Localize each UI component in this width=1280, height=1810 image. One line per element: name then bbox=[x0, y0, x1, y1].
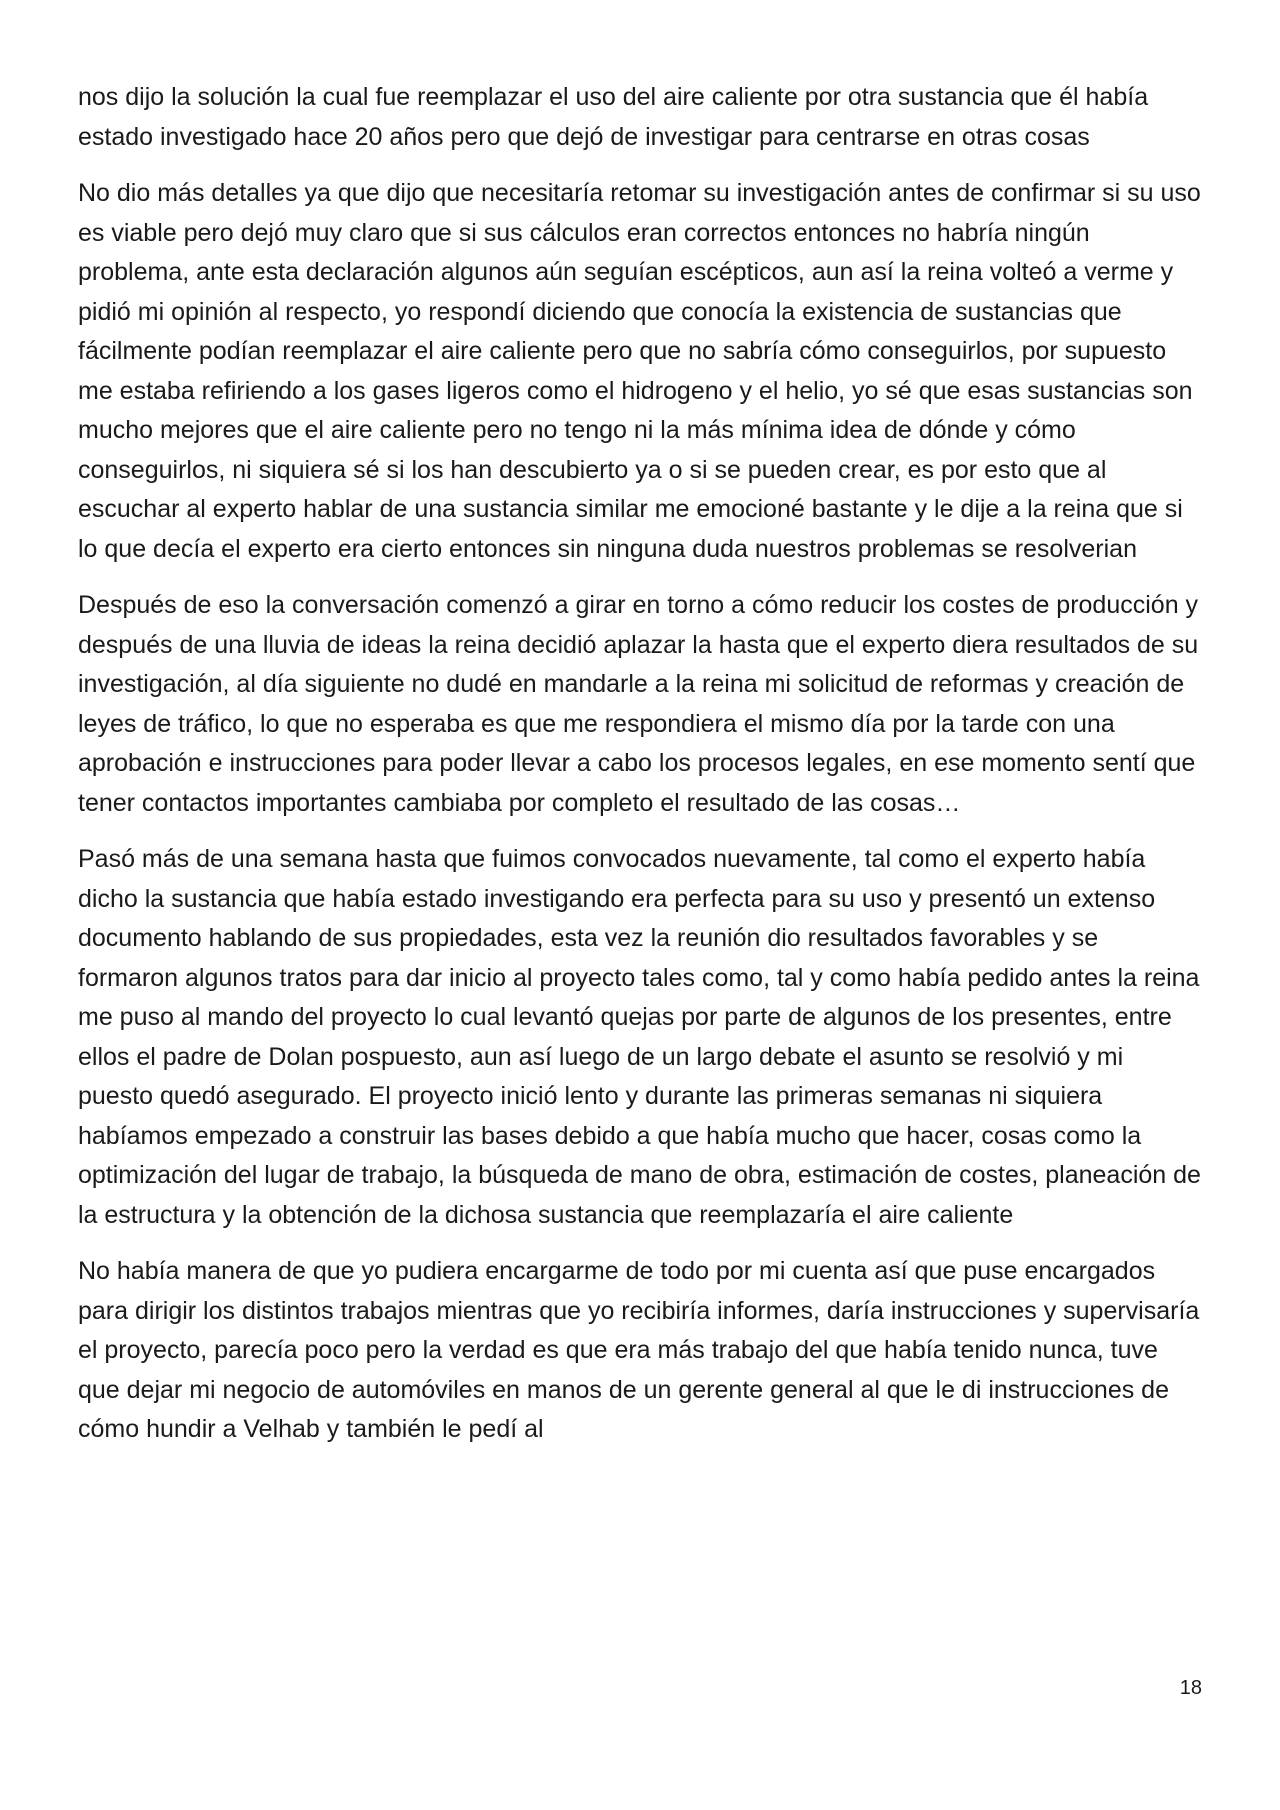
paragraph: Pasó más de una semana hasta que fuimos convocados nuevamente, tal como el experto había dicho la sustancia que había estado investigando era perfecta para su uso y presentó un extenso documento hablando de sus propiedades, esta vez la reunión dio resultados favorables y se formaron algunos tratos para dar inicio al proyecto tales como, tal y como había pedido antes la reina me puso al mando del proyecto lo cual levantó quejas por parte de algunos de los presentes, entre ellos el padre de Dolan pospuesto, aun así luego de un largo debate el asunto se resolvió y mi puesto quedó asegurado. El proyecto inició lento y durante las primeras semanas ni siquiera habíamos empezado a construir las bases debido a que había mucho que hacer, cosas como la optimización del lugar de trabajo, la búsqueda de mano de obra, estimación de costes, planeación de la estructura y la obtención de la dichosa sustancia que reemplazaría el aire caliente bbox=[78, 845, 1201, 1229]
paragraph: No dio más detalles ya que dijo que necesitaría retomar su investigación antes de confirmar si su uso es viable pero dejó muy claro que si sus cálculos eran correctos entonces no habría ningún problema, ante esta declaración algunos aún seguían escépticos, aun así la reina volteó a verme y pidió mi opinión al respecto, yo respondí diciendo que conocía la existencia de sustancias que fácilmente podían reemplazar el aire caliente pero que no sabría cómo conseguirlos, por supuesto me estaba refiriendo a los gases ligeros como el hidrogeno y el helio, yo sé que esas sustancias son mucho mejores que el aire caliente pero no tengo ni la más mínima idea de dónde y cómo conseguirlos, ni siquiera sé si los han descubierto ya o si se pueden crear, es por esto que al escuchar al experto hablar de una sustancia similar me emocioné bastante y le dije a la reina que si lo que decía el experto era cierto entonces sin ninguna duda nuestros problemas se resolverian bbox=[78, 179, 1201, 563]
paragraph: No había manera de que yo pudiera encargarme de todo por mi cuenta así que puse encargados para dirigir los distintos trabajos mientras que yo recibiría informes, daría instrucciones y supervisaría el proyecto, parecía poco pero la verdad es que era más trabajo del que había tenido nunca, tuve que dejar mi negocio de automóviles en manos de un gerente general al que le di instrucciones de cómo hundir a Velhab y también le pedí al bbox=[78, 1257, 1200, 1443]
paragraph: Después de eso la conversación comenzó a girar en torno a cómo reducir los costes de producción y después de una lluvia de ideas la reina decidió aplazar la hasta que el experto diera resultados de su investigación, al día siguiente no dudé en mandarle a la reina mi solicitud de reformas y creación de leyes de tráfico, lo que no esperaba es que me respondiera el mismo día por la tarde con una aprobación e instrucciones para poder llevar a cabo los procesos legales, en ese momento sentí que tener contactos importantes cambiaba por completo el resultado de las cosas… bbox=[78, 591, 1199, 817]
paragraph: nos dijo la solución la cual fue reemplazar el uso del aire caliente por otra sustancia que él había estado investigado hace 20 años pero que dejó de investigar para centrarse en otras cosas bbox=[78, 83, 1149, 151]
page-number: 18 bbox=[1179, 1677, 1202, 1699]
page-body bbox=[78, 78, 1204, 1467]
